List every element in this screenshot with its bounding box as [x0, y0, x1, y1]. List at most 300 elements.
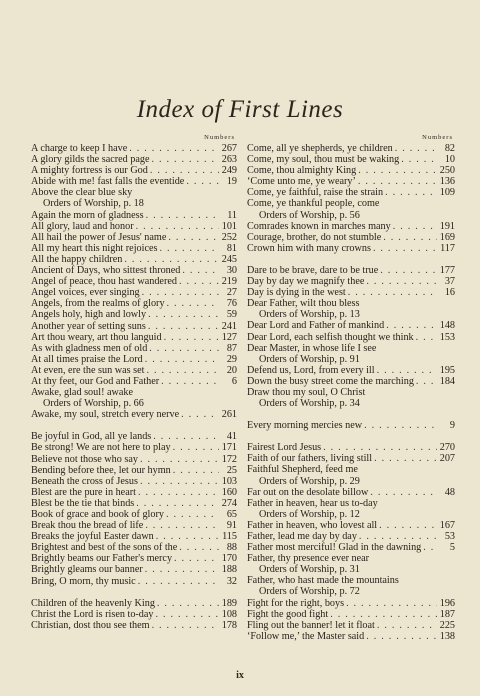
hymn-number: 5: [449, 542, 455, 554]
index-entry: [247, 420, 455, 431]
first-line-text: At all times praise the Lord: [31, 353, 143, 365]
index-entry: [247, 598, 455, 609]
entry-line: [31, 287, 237, 298]
dot-leader: [179, 276, 219, 287]
first-line-text: Ancient of Days, who sittest throned: [31, 265, 181, 277]
index-entry: [247, 176, 455, 187]
dot-leader: [145, 520, 219, 531]
first-line-text: Another year of setting suns: [31, 320, 146, 332]
entry-line: [31, 520, 237, 531]
first-line-text: Angel voices, ever singing: [31, 287, 140, 299]
orders-of-worship-reference: Orders of Worship, p. 18: [43, 198, 144, 210]
index-entry: [247, 631, 455, 642]
entry-line: [247, 187, 455, 198]
index-entry: [31, 254, 237, 265]
first-line-text: Again the morn of gladness: [31, 209, 144, 221]
dot-leader: [164, 332, 219, 343]
dot-leader: [149, 343, 219, 354]
index-entry: [31, 465, 237, 476]
dot-leader: [386, 320, 437, 331]
entry-line: [247, 453, 455, 464]
entry-line: [247, 598, 455, 609]
index-entry: [247, 365, 455, 376]
hymn-number: 249: [221, 165, 237, 177]
dot-leader: [140, 476, 219, 487]
hymn-number: 274: [221, 497, 237, 509]
hymn-number: 103: [221, 475, 237, 487]
index-entry: [31, 321, 237, 332]
entry-line: [247, 387, 455, 398]
hymn-number: 65: [226, 509, 237, 520]
hymn-number: 245: [221, 253, 237, 265]
index-entry: [31, 598, 237, 609]
index-entry: [31, 143, 237, 154]
first-line-text: As with gladness men of old: [31, 342, 148, 354]
first-line-text: A mighty fortress is our God: [31, 165, 148, 177]
hymn-number: 263: [221, 154, 237, 166]
first-line-text: Comrades known in marches many: [247, 220, 391, 232]
index-entry: [31, 365, 237, 376]
index-entry: [31, 376, 237, 387]
index-entry: [247, 332, 455, 343]
first-line-text: Brightest and best of the sons of the: [31, 542, 178, 554]
index-entry: [247, 453, 455, 464]
hymn-number: 109: [439, 187, 455, 199]
index-entry: [247, 165, 455, 176]
hymn-number: 178: [221, 619, 237, 631]
first-line-text: Day by day we magnify thee: [247, 276, 365, 288]
hymn-number: 127: [221, 331, 237, 343]
first-line-text: Courage, brother, do not stumble: [247, 231, 382, 243]
first-line-text: Fairest Lord Jesus: [247, 442, 322, 454]
index-entry: [31, 354, 237, 365]
first-line-text: Awake, my soul, stretch every nerve: [31, 409, 180, 421]
hymn-number: 82: [444, 143, 455, 154]
first-line-text: Father, lead me day by day: [247, 531, 357, 542]
first-line-text: All hail the power of Jesus' name: [31, 231, 167, 243]
hymn-number: 87: [226, 342, 237, 354]
entry-line: [247, 420, 455, 431]
first-line-text: Dare to be brave, dare to be true: [247, 264, 379, 276]
index-entry: [31, 243, 237, 254]
index-entry: [247, 343, 455, 365]
hymn-number: 108: [221, 608, 237, 620]
index-entry: [31, 343, 237, 354]
entry-line: [31, 431, 237, 442]
index-entry: [31, 387, 237, 409]
hymn-number: 267: [221, 143, 237, 154]
entry-line: [247, 198, 455, 209]
entry-line: [31, 354, 237, 365]
hymn-number: 177: [439, 264, 455, 276]
hymn-number: 10: [444, 154, 455, 166]
orders-of-worship-reference: Orders of Worship, p. 12: [259, 508, 360, 520]
page-number: ix: [236, 670, 244, 681]
entry-line: [31, 221, 237, 232]
first-line-text: Angel of peace, thou hast wandered: [31, 276, 177, 288]
index-entry: [247, 187, 455, 198]
index-entry: [31, 176, 237, 187]
entry-line: [31, 276, 237, 287]
dot-leader: [156, 531, 219, 542]
entry-line: [31, 343, 237, 354]
first-line-text: Awake, glad soul! awake: [31, 387, 134, 399]
hymn-number: 187: [439, 608, 455, 620]
hymn-number: 189: [221, 597, 237, 609]
dot-leader: [152, 154, 219, 165]
index-entry: [247, 154, 455, 165]
entry-line: [247, 498, 455, 509]
first-line-text: Dear Father, wilt thou bless: [247, 298, 360, 310]
index-entry: [31, 442, 237, 453]
dot-leader: [148, 321, 219, 332]
first-line-text: Beneath the cross of Jesus: [31, 475, 138, 487]
first-line-text: Brightly gleams our banner: [31, 564, 143, 576]
dot-leader: [182, 265, 219, 276]
entry-line: [31, 365, 237, 376]
index-entry: [31, 509, 237, 520]
index-entry: [247, 498, 455, 520]
orders-of-worship-reference: Orders of Worship, p. 31: [259, 564, 360, 576]
first-line-text: Believe not those who say: [31, 453, 138, 465]
index-entry: [247, 487, 455, 498]
first-line-text: Father, thy presence ever near: [247, 553, 370, 565]
first-line-text: Defend us, Lord, from every ill: [247, 364, 375, 376]
dot-leader: [129, 143, 219, 154]
index-entry: [31, 620, 237, 631]
index-entry: [247, 265, 455, 276]
hymn-number: 171: [221, 442, 237, 454]
dot-leader: [138, 487, 219, 498]
index-entry: [31, 232, 237, 243]
index-entry: [31, 332, 237, 343]
index-entry: [247, 143, 455, 154]
index-entry: [31, 531, 237, 542]
dot-leader: [156, 609, 219, 620]
index-entry: [31, 431, 237, 442]
hymn-number: 59: [226, 309, 237, 321]
orders-of-worship-reference: Orders of Worship, p. 72: [259, 586, 360, 598]
dot-leader: [379, 520, 437, 531]
section-gap: [247, 254, 455, 265]
entry-line: [31, 564, 237, 575]
dot-leader: [401, 154, 437, 165]
entry-line: [31, 465, 237, 476]
first-line-text: Father, who hast made the mountains: [247, 575, 399, 587]
entry-line: [247, 631, 455, 642]
hymn-number: 11: [227, 209, 237, 221]
entry-line: [31, 187, 237, 198]
hymn-number: 20: [226, 364, 237, 376]
hymn-number: 184: [439, 375, 455, 387]
index-entry: [247, 298, 455, 320]
entry-line: [31, 609, 237, 620]
index-entry: [247, 387, 455, 409]
dot-leader: [138, 576, 219, 587]
entry-line: [31, 531, 237, 542]
entry-line: [247, 154, 455, 165]
dot-leader: [416, 332, 437, 343]
hymn-number: 19: [226, 176, 237, 188]
hymn-number: 219: [221, 276, 237, 288]
index-entry: [31, 154, 237, 165]
dot-leader: [393, 221, 437, 232]
first-line-text: Come, all ye shepherds, ye children: [247, 143, 393, 154]
dot-leader: [181, 409, 219, 420]
entry-line: [247, 442, 455, 453]
first-line-text: All my heart this night rejoices: [31, 242, 158, 254]
entry-line: [247, 531, 455, 542]
first-line-text: Break thou the bread of life: [31, 520, 144, 532]
hymn-number: 167: [439, 519, 455, 531]
first-line-text: Dear Master, in whose life I see: [247, 342, 377, 354]
dot-leader: [346, 598, 437, 609]
index-entry: [31, 520, 237, 531]
entry-line: [247, 320, 455, 331]
entry-line: [31, 376, 237, 387]
left-column: [31, 133, 237, 631]
index-entry: [31, 564, 237, 575]
index-list-left: [31, 143, 237, 631]
section-gap: [31, 420, 237, 431]
hymn-number: 261: [221, 409, 237, 421]
index-entry: [247, 287, 455, 298]
entry-line: [247, 553, 455, 564]
hymn-number: 27: [226, 287, 237, 299]
dot-leader: [366, 276, 437, 287]
first-line-text: Blest are the pure in heart: [31, 486, 136, 498]
entry-line: [247, 243, 455, 254]
first-line-text: At even, ere the sun was set: [31, 364, 145, 376]
dot-leader: [323, 442, 437, 453]
first-line-text: Breaks the joyful Easter dawn: [31, 531, 154, 543]
dot-leader: [136, 221, 219, 232]
entry-line: [247, 221, 455, 232]
entry-line: [247, 464, 455, 475]
dot-leader: [370, 487, 437, 498]
entry-line: [31, 232, 237, 243]
first-line-text: Every morning mercies new: [247, 420, 363, 432]
orders-of-worship-reference: Orders of Worship, p. 56: [259, 209, 360, 221]
first-line-text: Father in heaven, who lovest all: [247, 519, 378, 531]
dot-leader: [330, 609, 437, 620]
entry-line: [31, 576, 237, 587]
index-entry: [247, 542, 455, 553]
entry-line: [31, 387, 237, 398]
index-entry: [31, 276, 237, 287]
hymn-number: 250: [439, 165, 455, 177]
index-entry: [31, 542, 237, 553]
index-entry: [31, 287, 237, 298]
dot-leader: [348, 287, 437, 298]
hymn-number: 37: [444, 276, 455, 288]
first-line-text: Faithful Shepherd, feed me: [247, 464, 358, 476]
first-line-text: Book of grace and book of glory: [31, 509, 164, 520]
index-entry: [247, 221, 455, 232]
index-entry: [31, 576, 237, 587]
hymn-number: 41: [226, 431, 237, 443]
dot-leader: [152, 620, 219, 631]
entry-line: [247, 575, 455, 586]
index-entry: [247, 276, 455, 287]
index-entry: [31, 454, 237, 465]
orders-of-worship-reference: Orders of Worship, p. 66: [43, 398, 144, 410]
index-entry: [31, 221, 237, 232]
hymn-number: 191: [439, 220, 455, 232]
hymn-number: 16: [444, 287, 455, 299]
entry-line: [31, 298, 237, 309]
numbers-header: Numbers: [204, 134, 235, 141]
hymn-number: 170: [221, 553, 237, 565]
entry-line: [247, 265, 455, 276]
entry-line: [31, 498, 237, 509]
hymn-number: 30: [226, 265, 237, 277]
index-entry: [247, 376, 455, 387]
hymn-number: 169: [439, 231, 455, 243]
hymn-number: 188: [221, 564, 237, 576]
first-line-text: Far out on the desolate billow: [247, 486, 369, 498]
page-title: Index of First Lines: [136, 96, 344, 123]
hymn-number: 252: [221, 231, 237, 243]
entry-line: [247, 287, 455, 298]
dot-leader: [358, 176, 437, 187]
dot-leader: [124, 254, 219, 265]
first-line-text: Abide with me! fast falls the eventide: [31, 176, 185, 188]
index-entry: [247, 609, 455, 620]
orders-of-worship-reference: Orders of Worship, p. 29: [259, 475, 360, 487]
first-line-text: Above the clear blue sky: [31, 187, 133, 199]
entry-line: [31, 509, 237, 520]
index-entry: [31, 553, 237, 564]
dot-leader: [174, 553, 219, 564]
dot-leader: [153, 431, 219, 442]
first-line-text: Angels, from the realms of glory: [31, 298, 165, 310]
hymn-number: 29: [226, 353, 237, 365]
first-line-text: Bring, O morn, thy music: [31, 575, 136, 587]
first-line-text: Children of the heavenly King: [31, 597, 155, 609]
index-entry: [31, 498, 237, 509]
entry-line: [247, 176, 455, 187]
dot-leader: [395, 143, 437, 154]
index-entry: [31, 409, 237, 420]
entry-line: [247, 143, 455, 154]
hymn-number: 81: [226, 242, 237, 254]
hymn-number: 115: [222, 531, 237, 543]
first-line-text: Fight the good fight: [247, 608, 329, 620]
entry-line: [31, 487, 237, 498]
dot-leader: [373, 243, 437, 254]
dot-leader: [150, 165, 219, 176]
dot-leader: [173, 442, 219, 453]
dot-leader: [383, 232, 437, 243]
dot-leader: [416, 376, 437, 387]
hymn-number: 91: [226, 520, 237, 532]
entry-line: [31, 409, 237, 420]
dot-leader: [167, 298, 219, 309]
index-list-right: [247, 143, 455, 642]
index-entry: [247, 464, 455, 486]
dot-leader: [364, 420, 437, 431]
entry-line: [247, 620, 455, 631]
dot-leader: [157, 598, 219, 609]
first-line-text: All the happy children: [31, 253, 123, 265]
first-line-text: Be strong! We are not here to play: [31, 442, 171, 454]
hymn-number: 148: [439, 320, 455, 332]
hymn-number: 117: [440, 242, 455, 254]
hymn-number: 138: [439, 630, 455, 642]
hymn-number: 25: [226, 464, 237, 476]
dot-leader: [179, 542, 219, 553]
dot-leader: [142, 287, 219, 298]
dot-leader: [145, 354, 219, 365]
hymn-number: 207: [439, 453, 455, 465]
first-line-text: Dear Lord and Father of mankind: [247, 320, 385, 332]
entry-line: [247, 609, 455, 620]
hymn-number: 196: [439, 597, 455, 609]
first-line-text: Christ the Lord is risen to-day: [31, 608, 154, 620]
dot-leader: [173, 465, 219, 476]
entry-line: [31, 321, 237, 332]
hymn-number: 153: [439, 331, 455, 343]
hymn-number: 76: [226, 298, 237, 310]
first-line-text: Dear Lord, each selfish thought we think: [247, 331, 414, 343]
first-line-text: At thy feet, our God and Father: [31, 375, 160, 387]
first-line-text: Day is dying in the west: [247, 287, 346, 299]
index-entry: [247, 198, 455, 220]
entry-line: [247, 298, 455, 309]
first-line-text: Down the busy street come the marching: [247, 375, 414, 387]
first-line-text: Faith of our fathers, living still: [247, 453, 373, 465]
dot-leader: [161, 376, 219, 387]
hymn-number: 9: [449, 420, 455, 432]
dot-leader: [423, 542, 437, 553]
dot-leader: [366, 631, 437, 642]
entry-line: [31, 176, 237, 187]
entry-line: [247, 165, 455, 176]
hymn-number: 32: [226, 575, 237, 587]
hymn-number: 270: [439, 442, 455, 454]
section-gap: [247, 431, 455, 442]
dot-leader: [359, 531, 437, 542]
dot-leader: [380, 265, 437, 276]
orders-of-worship-reference: Orders of Worship, p. 91: [259, 353, 360, 365]
entry-line: [31, 476, 237, 487]
entry-line: [247, 365, 455, 376]
index-entry: [31, 487, 237, 498]
entry-line: [31, 254, 237, 265]
dot-leader: [145, 564, 219, 575]
dot-leader: [148, 309, 219, 320]
dot-leader: [146, 365, 219, 376]
entry-line: [31, 553, 237, 564]
first-line-text: Fight for the right, boys: [247, 597, 345, 609]
index-entry: [247, 531, 455, 542]
index-entry: [31, 210, 237, 221]
index-entry: [247, 243, 455, 254]
entry-line: [31, 598, 237, 609]
index-entry: [31, 298, 237, 309]
hymn-number: 241: [221, 320, 237, 332]
entry-line: [31, 154, 237, 165]
numbers-header: Numbers: [422, 134, 453, 141]
index-entry: [247, 553, 455, 575]
entry-line: [247, 487, 455, 498]
section-gap: [247, 409, 455, 420]
orders-of-worship-reference: Orders of Worship, p. 13: [259, 309, 360, 321]
entry-line: [247, 332, 455, 343]
hymn-number: 48: [444, 486, 455, 498]
first-line-text: Come, ye faithful, raise the strain: [247, 187, 384, 199]
